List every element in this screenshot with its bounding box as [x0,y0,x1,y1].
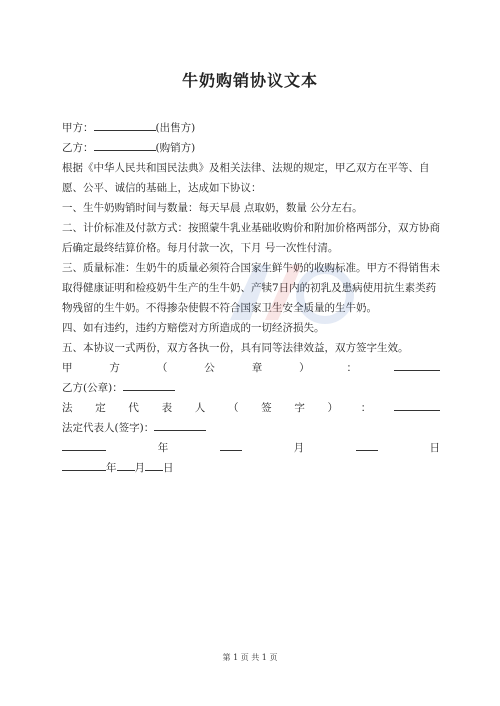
date-line-a [62,438,440,458]
rep-char: 法 [62,402,73,414]
seal-char: 章 [251,362,263,374]
party-b-line [62,138,440,158]
document-title: 牛奶购销协议文本 [181,71,318,90]
date-a-day: 日 [429,442,440,454]
date-a-year: 年 [157,442,169,454]
clause-4: 四、如有违约，违约方赔偿对方所造成的一切经济损失。 [62,322,325,334]
date-b-year-blank [62,458,106,471]
seal-b-blank [123,378,175,391]
party-a-blank [94,118,156,131]
party-b-blank [94,138,156,151]
rep-char: （ [227,402,239,414]
date-line-b [62,458,440,478]
date-b-year: 年 [106,462,117,474]
date-a-month: 月 [293,442,305,454]
seal-a-blank [394,358,440,371]
party-b-label: 乙方： [62,142,94,154]
rep-a-blank [394,398,440,411]
rep-b-blank [154,418,206,431]
seal-char: ） [299,362,310,374]
party-a-line [62,118,440,138]
party-b-seal-label: 乙方(公章)： [62,382,123,394]
seal-char: 甲 [62,362,73,374]
rep-b-label: 法定代表人(签字)： [62,422,155,434]
clause-1: 一、生牛奶购销时间与数量：每天早晨 点取奶，数量 公分左右。 [62,202,363,214]
rep-char: 表 [161,402,173,414]
clause-2: 二、计价标准及付款方式：按照蒙牛乳业基础收购价和附加价格两部分，双方协商后确定最终结算价格。每月付款一次，下月 号一次性付清。 [62,222,440,254]
rep-char: ） [327,402,338,414]
date-b-month-blank [117,458,135,471]
seal-char: 方 [109,362,120,374]
clause-5: 五、本协议一式两份，双方各执一份，具有同等法律效益，双方签字生效。 [62,342,409,354]
rep-char: ： [360,402,372,414]
rep-char: 签 [261,402,272,414]
rep-char: 人 [194,402,206,414]
intro-paragraph: 根据《中华人民共和国民法典》及相关法律、法规的规定，甲乙双方在平等、自愿、公平、诚信的基础上，达成如下协议： [62,162,430,194]
date-b-day-blank [145,458,163,471]
rep-char: 定 [95,402,106,414]
party-b-seal-line [62,378,440,398]
rep-b-sign-line [62,418,440,438]
seal-char: ： [346,362,358,374]
document-body [62,118,440,478]
clause-3: 三、质量标准：生奶牛的质量必须符合国家生鲜牛奶的收购标准。甲方不得销售未取得健康证明和检疫奶牛生产的生牛奶、产犊7日内的初乳及患病使用抗生素类药物残留的生牛奶。不得掺杂使假不符合国家卫生安全质量的生牛奶。 [62,262,440,314]
rep-char: 代 [128,402,139,414]
date-b-day: 日 [163,462,174,474]
seal-char: 公 [204,362,215,374]
rep-a-sign-line [62,398,440,418]
seal-char: （ [156,362,168,374]
rep-char: 字 [294,402,305,414]
party-b-suffix: (购销方) [155,142,196,154]
party-a-suffix: (出售方) [155,122,196,134]
date-a-month-blank [220,438,242,451]
page-footer: 第 1 页 共 1 页 [222,653,278,662]
party-a-label: 甲方： [62,122,94,134]
party-a-seal-line [62,358,440,378]
date-a-year-blank [62,438,106,451]
date-a-day-blank [356,438,378,451]
date-b-month: 月 [134,462,145,474]
